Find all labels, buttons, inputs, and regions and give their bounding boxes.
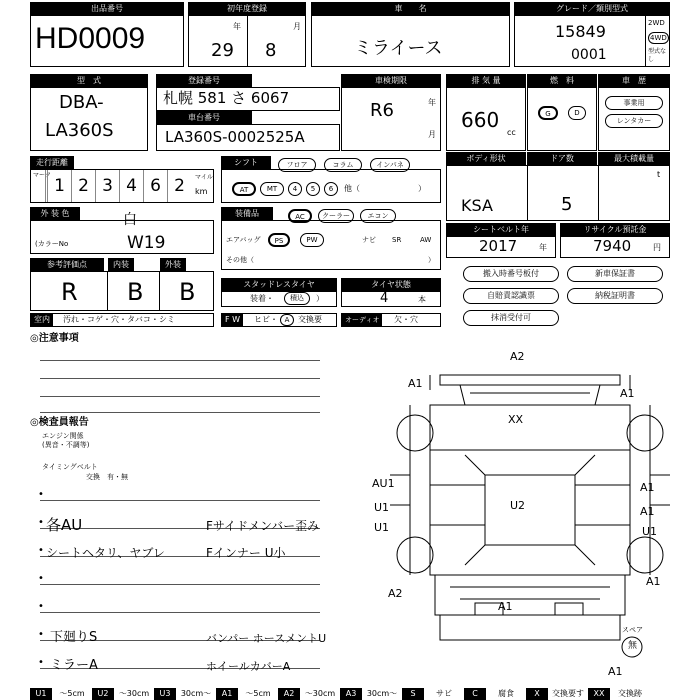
equip-cooler: クーラー xyxy=(318,209,354,223)
fw-row-items: ヒビ・ xyxy=(254,315,278,324)
first-reg-box xyxy=(188,15,306,67)
lot-box xyxy=(30,15,184,67)
shift-header: シフト xyxy=(221,156,271,169)
legend-code: X xyxy=(526,688,548,700)
legend-desc: ～30cm xyxy=(300,688,340,700)
lot-header: 出品番号 xyxy=(30,2,184,15)
chassis-header: 車台番号 xyxy=(156,111,252,124)
mileage-mark: マーク xyxy=(33,172,52,179)
bullet: • xyxy=(38,629,44,640)
inspector-header: ◎検査員報告 xyxy=(30,417,89,428)
studless-close: ） xyxy=(316,294,324,303)
audio-row-label: オーディオ xyxy=(342,314,382,326)
bullet: • xyxy=(38,517,44,528)
shift-mt: MT xyxy=(260,182,284,196)
ruled-line xyxy=(40,500,320,501)
legend-desc: ～30cm xyxy=(114,688,154,700)
notes-header: ◎注意事項 xyxy=(30,333,79,344)
registration-header: 登録番号 xyxy=(156,74,252,87)
odometer-digit: 2 xyxy=(167,170,191,202)
shift-other-close: ） xyxy=(418,184,426,193)
odometer-digit: 6 xyxy=(143,170,167,202)
chassis-number: LA360S-0002525A xyxy=(165,128,305,146)
ruled-line xyxy=(40,612,320,613)
ruled-line xyxy=(40,396,320,397)
doors-value: 5 xyxy=(561,194,573,215)
month-label: 月 xyxy=(293,22,301,31)
remark-3-right: バンパー ホースメントU xyxy=(206,632,327,645)
remark-2-left: シートヘタリ、ヤブレ xyxy=(46,546,165,560)
tires-value: 4 xyxy=(380,291,389,306)
equip-pw: PW xyxy=(300,233,324,247)
seatbelt-header: シートベルト年 xyxy=(446,223,556,236)
legend-desc: サビ xyxy=(424,688,464,700)
legend-code: C xyxy=(464,688,486,700)
remark-1-left: 各AU xyxy=(46,516,83,534)
damage-mark: A1 xyxy=(498,600,513,613)
seatbelt-value: 2017 xyxy=(479,237,518,255)
grade-box xyxy=(514,15,670,67)
lot-number: HD0009 xyxy=(35,22,146,55)
fuel-header: 燃 料 xyxy=(527,74,597,87)
bullet: • xyxy=(38,489,44,500)
tires-box xyxy=(341,291,441,307)
equip-navi: ナビ xyxy=(362,236,376,244)
studless-header: スタッドレスタイヤ xyxy=(221,278,337,291)
paper-insurance: 自賠責認識票 xyxy=(463,288,559,304)
color-no-label: (カラーNo xyxy=(35,240,69,248)
tires-unit: 本 xyxy=(418,295,426,304)
shift-other: 他（ xyxy=(344,184,360,193)
score-value: R xyxy=(61,278,78,306)
model-type-line2: LA360S xyxy=(45,120,114,141)
recycle-header: リサイクル預託金 xyxy=(560,223,670,236)
damage-mark: A1 xyxy=(608,665,623,678)
paper-cancel: 抹消受付可 xyxy=(463,310,559,326)
seatbelt-unit: 年 xyxy=(539,243,547,252)
damage-mark: U1 xyxy=(374,521,390,534)
history-commercial: 事業用 xyxy=(605,96,663,110)
first-reg-header: 初年度登録 xyxy=(188,2,306,15)
ruled-line xyxy=(40,584,320,585)
spare-mark: 無 xyxy=(628,641,638,651)
damage-legend xyxy=(30,688,670,700)
model-type-header: 型 式 xyxy=(30,74,148,87)
model-type-box xyxy=(30,87,148,151)
registration-box xyxy=(156,87,340,111)
history-box xyxy=(598,87,670,151)
audio-row xyxy=(341,313,441,327)
shift-column: コラム xyxy=(324,158,362,172)
score-header: 参考評価点 xyxy=(30,258,104,271)
shift-panel: インパネ xyxy=(370,158,410,172)
exterior-header: 外装 xyxy=(160,258,186,271)
legend-code: A2 xyxy=(278,688,300,700)
damage-mark: XX xyxy=(508,413,524,426)
legend-code: U2 xyxy=(92,688,114,700)
equip-ecoon: エコン xyxy=(360,209,396,223)
inspection-period-value: R6 xyxy=(370,100,394,121)
grade-header: グレード／類別型式 xyxy=(514,2,670,15)
remark-3-left: 下廻りS xyxy=(50,630,98,645)
legend-desc: 交換跡 xyxy=(610,688,650,700)
remark-4-left: ミラーA xyxy=(50,658,98,673)
fuel-g: G xyxy=(538,106,558,120)
fuel-box xyxy=(527,87,597,151)
damage-mark: A1 xyxy=(620,387,635,400)
displacement-header: 排 気 量 xyxy=(446,74,526,87)
model-type-line1: DBA- xyxy=(59,92,104,113)
legend-code: S xyxy=(402,688,424,700)
fw-row-extra: 交換要 xyxy=(298,315,322,324)
legend-code: U3 xyxy=(154,688,176,700)
shift-6: 6 xyxy=(324,182,338,196)
recycle-box xyxy=(560,236,670,258)
damage-mark: A1 xyxy=(646,575,661,588)
displacement-unit: cc xyxy=(507,128,516,137)
ip-month-label: 月 xyxy=(428,130,436,139)
history-rental: レンタカー xyxy=(605,114,663,128)
ruled-line xyxy=(40,412,320,413)
bullet: • xyxy=(38,545,44,556)
fw-row-label: F W xyxy=(222,314,243,326)
damage-mark: A1 xyxy=(640,481,655,494)
bullet: • xyxy=(38,657,44,668)
equipment-header: 装備品 xyxy=(221,207,273,220)
legend-code: A1 xyxy=(216,688,238,700)
mileage-header: 走行距離 xyxy=(30,156,74,169)
damage-mark: A2 xyxy=(388,587,403,600)
model-name-box xyxy=(311,15,510,67)
equip-ac: AC xyxy=(288,209,312,223)
grade-value: 15849 xyxy=(555,22,606,41)
engine-label: エンジン関係 (異音・不調等) xyxy=(42,432,90,449)
recycle-value: 7940 xyxy=(593,237,632,255)
color-value: 白 xyxy=(123,212,137,228)
odometer-digit: 1 xyxy=(47,170,71,202)
drive-4wd: 4WD xyxy=(650,34,667,42)
damage-mark: A2 xyxy=(510,350,525,363)
legend-desc: 交換要す xyxy=(548,688,588,700)
damage-mark: U1 xyxy=(374,501,390,514)
bullet: • xyxy=(38,573,44,584)
odometer-digit: 2 xyxy=(71,170,95,202)
legend-desc: 腐食 xyxy=(486,688,526,700)
equip-ps: PS xyxy=(268,233,290,247)
timing-label: タイミングベルト xyxy=(42,463,98,471)
payload-header: 最大積載量 xyxy=(598,152,670,165)
color-header: 外 装 色 xyxy=(30,207,80,220)
first-reg-month: 8 xyxy=(265,40,277,61)
drive-none: 型式なし xyxy=(648,48,667,63)
paper-warranty: 新車保証書 xyxy=(567,266,663,282)
legend-desc: ～5cm xyxy=(52,688,92,700)
legend-code: A3 xyxy=(340,688,362,700)
shift-4: 4 xyxy=(288,182,302,196)
legend-desc: 30cm～ xyxy=(362,688,402,700)
inspection-period-header: 車検期限 xyxy=(341,74,441,87)
shift-at: AT xyxy=(232,182,256,196)
model-name-header: 車 名 xyxy=(311,2,510,15)
body-row-box xyxy=(446,165,670,221)
equip-sr: SR xyxy=(392,236,402,244)
doors-header: ドア数 xyxy=(527,152,597,165)
inspection-period-box xyxy=(341,87,441,151)
mileage-unit-km: km xyxy=(195,187,208,196)
paper-tax: 納税証明書 xyxy=(567,288,663,304)
interior-row-items: 汚れ・コゲ・穴・タバコ・シミ xyxy=(63,315,175,324)
fuel-d: D xyxy=(568,106,586,120)
mileage-unit-mile: マイル xyxy=(195,174,213,181)
seatbelt-box xyxy=(446,236,556,258)
grades-box xyxy=(30,271,214,311)
history-header: 車 歴 xyxy=(598,74,670,87)
equip-other-close: ） xyxy=(428,256,435,264)
body-value: KSA xyxy=(461,196,493,215)
first-reg-year: 29 xyxy=(211,40,234,61)
chassis-box xyxy=(156,124,340,151)
fw-row-circle: A xyxy=(280,314,294,326)
remark-4-right: ホイールカバーA xyxy=(206,660,291,673)
body-header: ボディ形状 xyxy=(446,152,526,165)
color-code: W19 xyxy=(127,233,166,253)
shift-5: 5 xyxy=(306,182,320,196)
tires-header: タイヤ状態 xyxy=(341,278,441,291)
odometer-digit: 4 xyxy=(119,170,143,202)
registration-number: 札幌 581 さ 6067 xyxy=(163,89,290,107)
legend-desc: 30cm～ xyxy=(176,688,216,700)
model-name: ミライース xyxy=(354,38,443,59)
studless-box xyxy=(221,291,337,307)
damage-mark: U2 xyxy=(510,499,526,512)
year-label: 年 xyxy=(233,22,241,31)
paper-plate: 搬入時番号板付 xyxy=(463,266,559,282)
interior-grade: B xyxy=(127,278,144,306)
drive-2wd: 2WD xyxy=(648,19,665,27)
remark-1-right: Fサイドメンバー歪み xyxy=(206,519,320,533)
exterior-grade: B xyxy=(179,278,196,306)
recycle-unit: 円 xyxy=(653,243,661,252)
bullet: • xyxy=(38,601,44,612)
grade-sub-value: 0001 xyxy=(571,47,607,63)
equip-airbag: エアバッグ xyxy=(226,236,261,244)
interior-row xyxy=(30,313,214,327)
studless-loaded: 積込 xyxy=(284,292,310,305)
damage-mark: A1 xyxy=(408,377,423,390)
mileage-box xyxy=(30,169,214,203)
fw-row xyxy=(221,313,337,327)
payload-unit: t xyxy=(657,170,661,179)
remark-2-right: Fインナー U小 xyxy=(206,546,286,560)
spare-label: スペア xyxy=(622,626,643,634)
displacement-box xyxy=(446,87,526,151)
interior-row-label: 室内 xyxy=(31,314,53,326)
equip-other: その他（ xyxy=(226,256,254,264)
ip-year-label: 年 xyxy=(428,98,436,107)
ruled-line xyxy=(40,378,320,379)
timing-options: 交換 有・無 xyxy=(86,473,128,481)
odometer-digit: 3 xyxy=(95,170,119,202)
legend-code: U1 xyxy=(30,688,52,700)
legend-code: XX xyxy=(588,688,610,700)
damage-mark: A1 xyxy=(640,505,655,518)
damage-mark: AU1 xyxy=(372,477,395,490)
displacement-value: 660 xyxy=(461,108,500,132)
shift-floor: フロア xyxy=(278,158,316,172)
legend-desc: ～5cm xyxy=(238,688,278,700)
equip-aw: AW xyxy=(420,236,432,244)
ruled-line xyxy=(40,360,320,361)
damage-mark: U1 xyxy=(642,525,658,538)
interior-header: 内装 xyxy=(108,258,134,271)
studless-mounted: 装着・ xyxy=(250,294,274,303)
audio-row-items: 欠・穴 xyxy=(394,315,418,324)
